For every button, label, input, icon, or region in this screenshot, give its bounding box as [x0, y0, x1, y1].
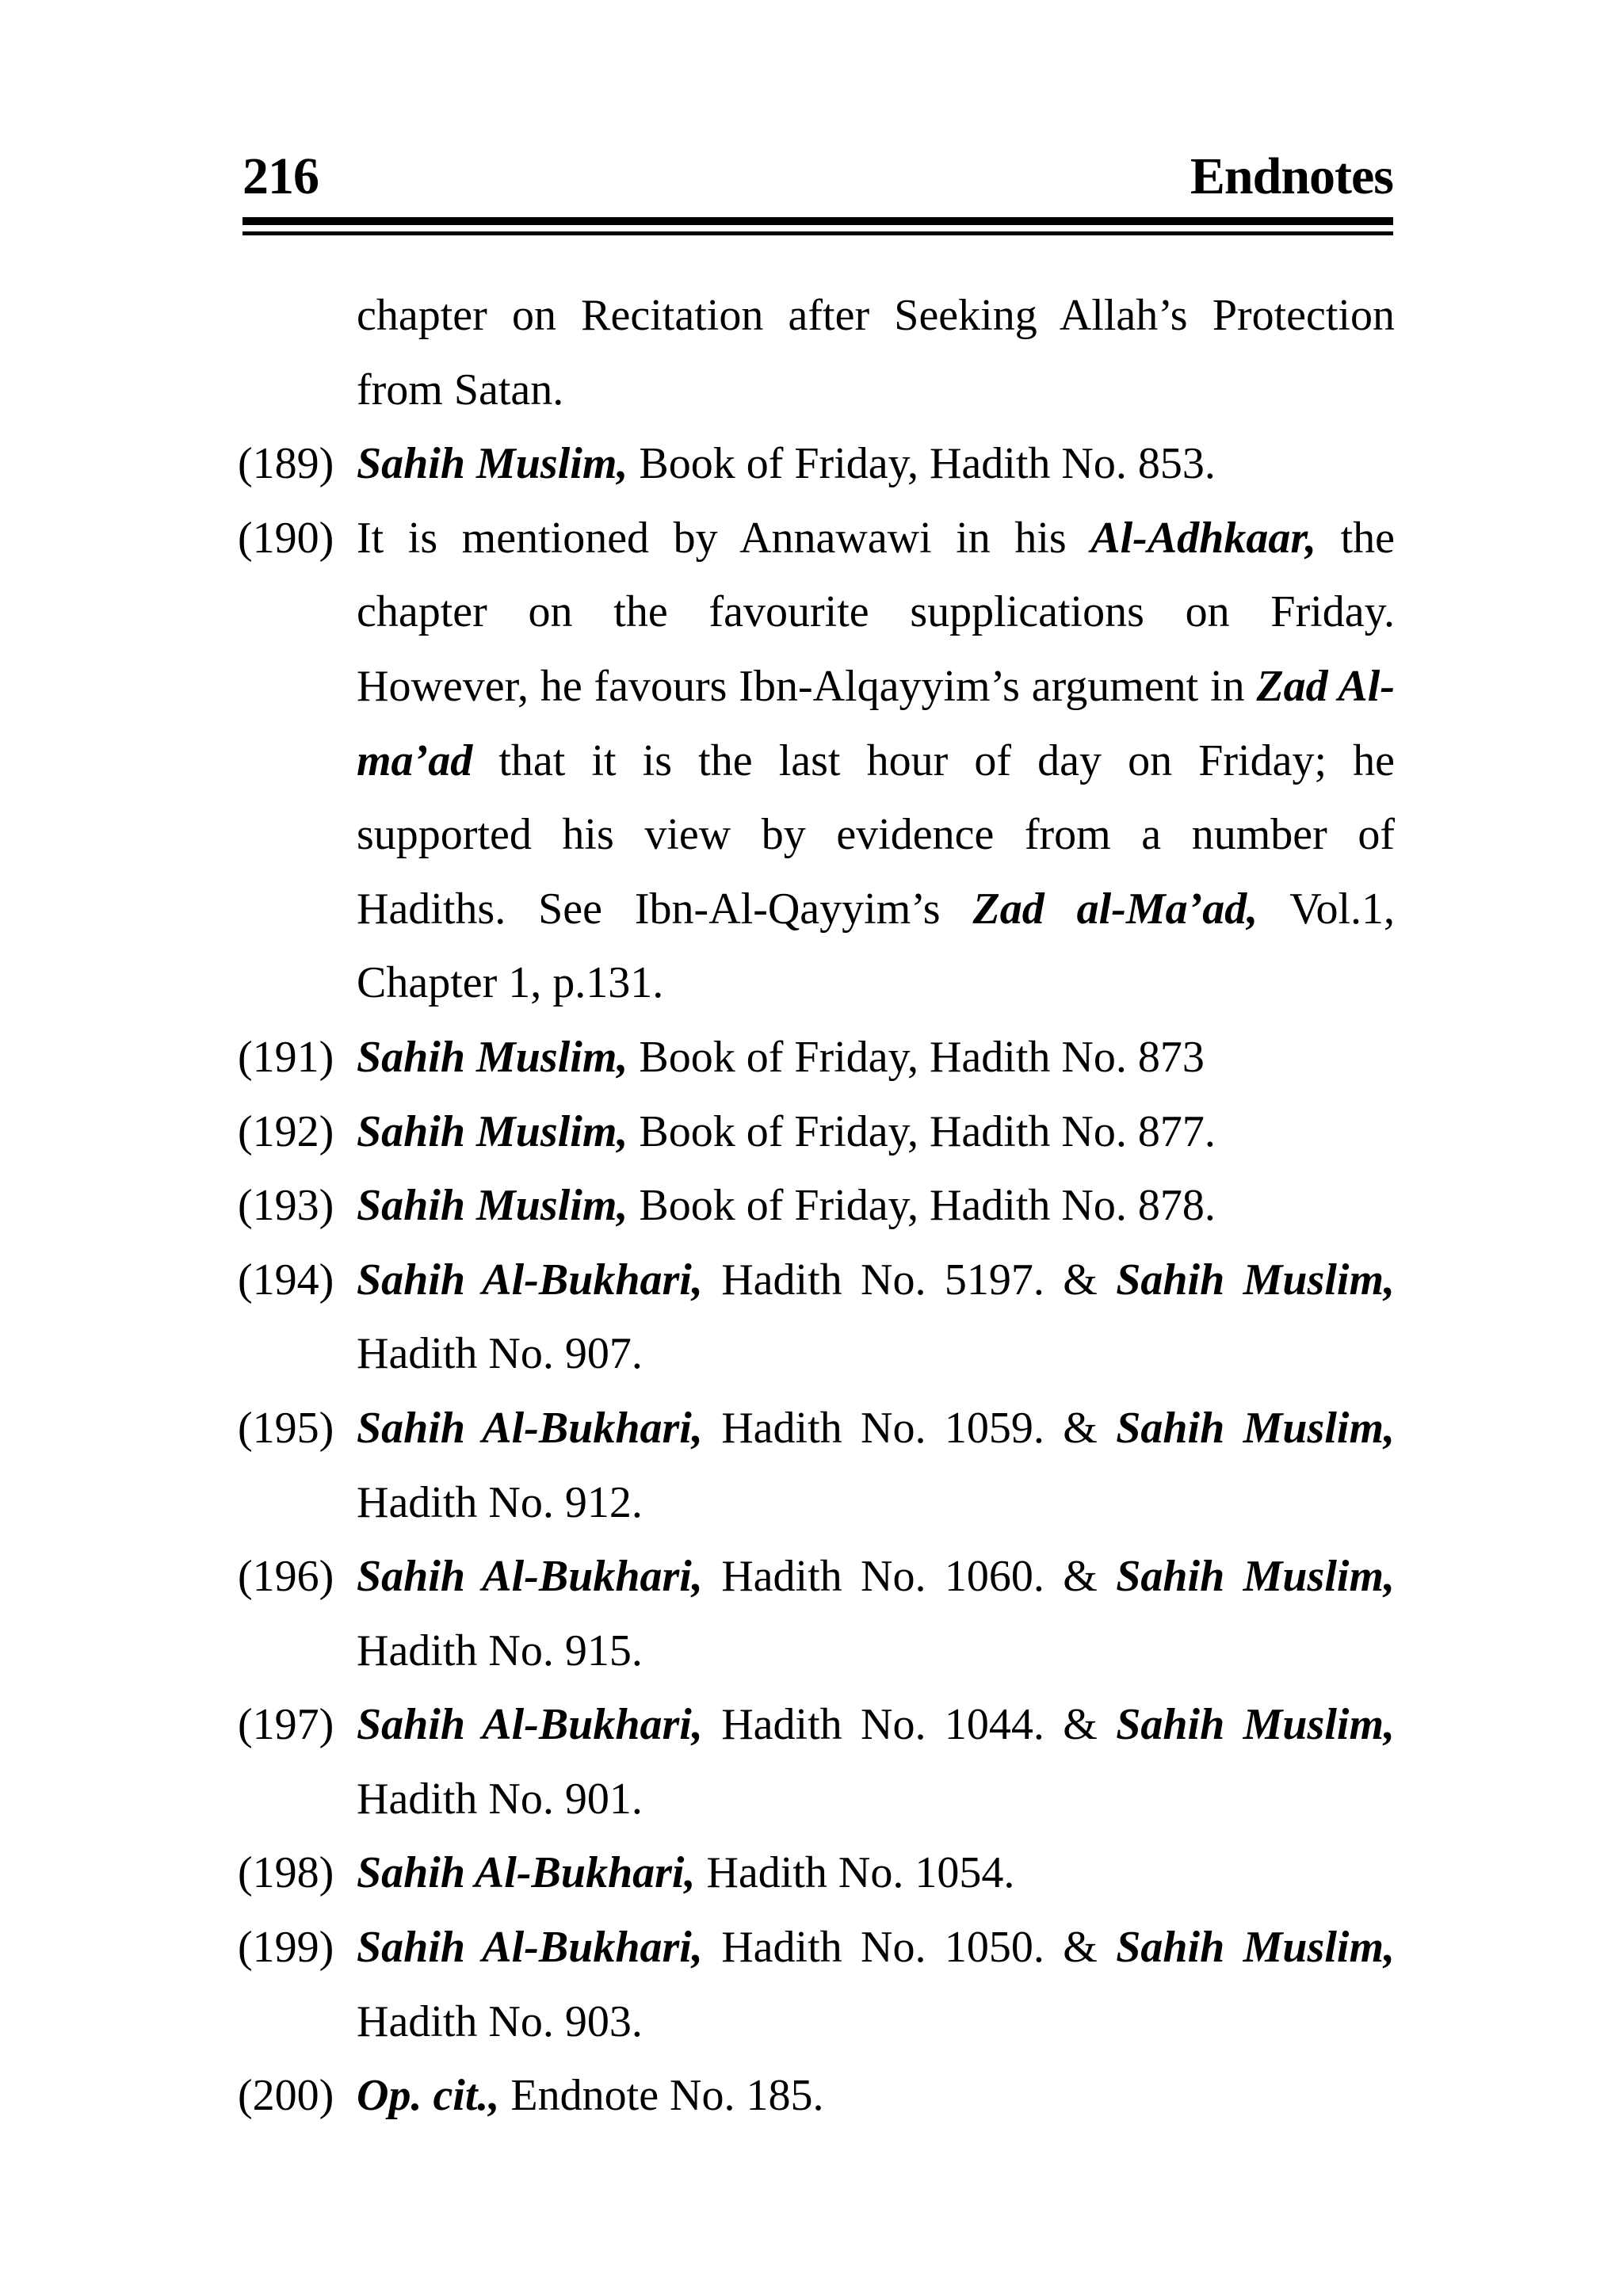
- citation-text: Hadith No. 1054.: [695, 1848, 1015, 1898]
- endnote-text: [357, 1169, 1395, 1244]
- endnote-189: [238, 427, 1395, 502]
- source-title: Op. cit.,: [357, 2071, 500, 2121]
- continued-note: [238, 279, 1395, 427]
- continued-note-line1: chapter on Recitation after Seeking Allah’s: [357, 291, 1188, 340]
- endnote-text: [357, 1021, 1395, 1095]
- endnote-number: (197): [238, 1700, 334, 1750]
- citation-text: Hadith No. 912.: [357, 1477, 643, 1527]
- citation-text: Hadith No. 901.: [357, 1774, 643, 1824]
- citation-text: that it is the last hour of day on Friday; he supported his view by evidence from a number of Hadiths. See Ibn-Al-Qayyim’s: [357, 735, 1395, 934]
- endnote-197: [238, 1688, 1395, 1836]
- source-title: Zad Al-ma’ad: [357, 661, 1395, 785]
- endnote-number: (200): [238, 2071, 334, 2121]
- citation-text: Hadith No. 1044. &: [702, 1700, 1117, 1750]
- source-title: Sahih Muslim,: [357, 1181, 628, 1231]
- page-header: [242, 141, 1393, 212]
- endnote-number: (194): [238, 1255, 334, 1305]
- endnote-195: [238, 1392, 1395, 1540]
- citation-text: Hadith No. 915.: [357, 1626, 643, 1675]
- endnote-text: [357, 1392, 1395, 1540]
- endnote-number: (196): [238, 1552, 334, 1602]
- endnote-text: [357, 427, 1395, 502]
- endnote-text: [357, 1911, 1395, 2059]
- source-title: Sahih Muslim,: [357, 1106, 628, 1156]
- endnote-text: [357, 1836, 1395, 1911]
- endnote-text: [357, 1540, 1395, 1688]
- citation-text: It is mentioned by Annawawi in his: [357, 513, 1091, 563]
- endnote-text: [357, 1688, 1395, 1836]
- citation-text: Hadith No. 1050. &: [702, 1923, 1117, 1973]
- source-title: Sahih Muslim,: [357, 1032, 628, 1082]
- source-title: Sahih Muslim,: [1116, 1700, 1396, 1750]
- source-title: Sahih Al-Bukhari,: [357, 1848, 696, 1898]
- citation-text: Book of Friday, Hadith No. 873: [628, 1032, 1205, 1082]
- endnote-196: [238, 1540, 1395, 1688]
- endnote-190: [238, 502, 1395, 1021]
- source-title: Sahih Al-Bukhari,: [357, 1255, 703, 1305]
- citation-text: Hadith No. 1060. &: [702, 1552, 1117, 1602]
- source-title: Sahih Muslim,: [1116, 1403, 1396, 1453]
- citation-text: the chapter on the favourite supplications on Friday. However, he favours Ibn-Alqayyim’s argument in: [357, 513, 1396, 711]
- citation-text: Hadith No. 907.: [357, 1329, 643, 1379]
- citation-text: Book of Friday, Hadith No. 877.: [628, 1106, 1216, 1156]
- endnote-number: (189): [238, 439, 334, 489]
- endnote-text: [357, 502, 1395, 1021]
- endnote-number: (191): [238, 1032, 334, 1082]
- endnote-200: [238, 2059, 1395, 2134]
- page-number: 216: [242, 147, 319, 205]
- endnote-text: [357, 2059, 1395, 2134]
- endnote-number: (193): [238, 1181, 334, 1231]
- continued-note-line2: Protection from Satan.: [357, 291, 1395, 415]
- source-title: Sahih Al-Bukhari,: [357, 1552, 703, 1602]
- citation-text: Hadith No. 5197. &: [702, 1255, 1117, 1305]
- endnote-text: [357, 1244, 1395, 1392]
- endnote-number: (192): [238, 1106, 334, 1156]
- source-title: Al-Adhkaar,: [1090, 513, 1317, 563]
- endnote-199: [238, 1911, 1395, 2059]
- citation-text: Hadith No. 903.: [357, 1996, 643, 2046]
- source-title: Sahih Muslim,: [1116, 1923, 1396, 1973]
- endnote-198: [238, 1836, 1395, 1911]
- endnote-number: (199): [238, 1923, 334, 1973]
- citation-text: Hadith No. 1059. &: [702, 1403, 1117, 1453]
- source-title: Sahih Muslim,: [357, 439, 628, 489]
- endnote-191: [238, 1021, 1395, 1095]
- source-title: Sahih Al-Bukhari,: [357, 1403, 703, 1453]
- endnote-text: [357, 1095, 1395, 1170]
- source-title: Sahih Muslim,: [1116, 1552, 1396, 1602]
- source-title: Sahih Al-Bukhari,: [357, 1700, 703, 1750]
- running-head: Endnotes: [1190, 147, 1393, 205]
- endnote-number: (195): [238, 1403, 334, 1453]
- endnote-194: [238, 1244, 1395, 1392]
- source-title: Sahih Muslim,: [1116, 1255, 1396, 1305]
- endnote-193: [238, 1169, 1395, 1244]
- citation-text: Book of Friday, Hadith No. 853.: [628, 439, 1216, 489]
- endnote-number: (198): [238, 1848, 334, 1898]
- endnotes-list: [238, 279, 1395, 2134]
- source-title: Zad al-Ma’ad,: [972, 884, 1258, 934]
- citation-text: Vol.1, Chapter 1, p.131.: [357, 884, 1395, 1008]
- header-rule-thick: [242, 217, 1393, 225]
- endnote-number: (190): [238, 513, 334, 563]
- endnote-192: [238, 1095, 1395, 1170]
- citation-text: Endnote No. 185.: [499, 2071, 824, 2121]
- citation-text: Book of Friday, Hadith No. 878.: [628, 1181, 1216, 1231]
- source-title: Sahih Al-Bukhari,: [357, 1923, 703, 1973]
- header-rule-thin: [242, 231, 1393, 235]
